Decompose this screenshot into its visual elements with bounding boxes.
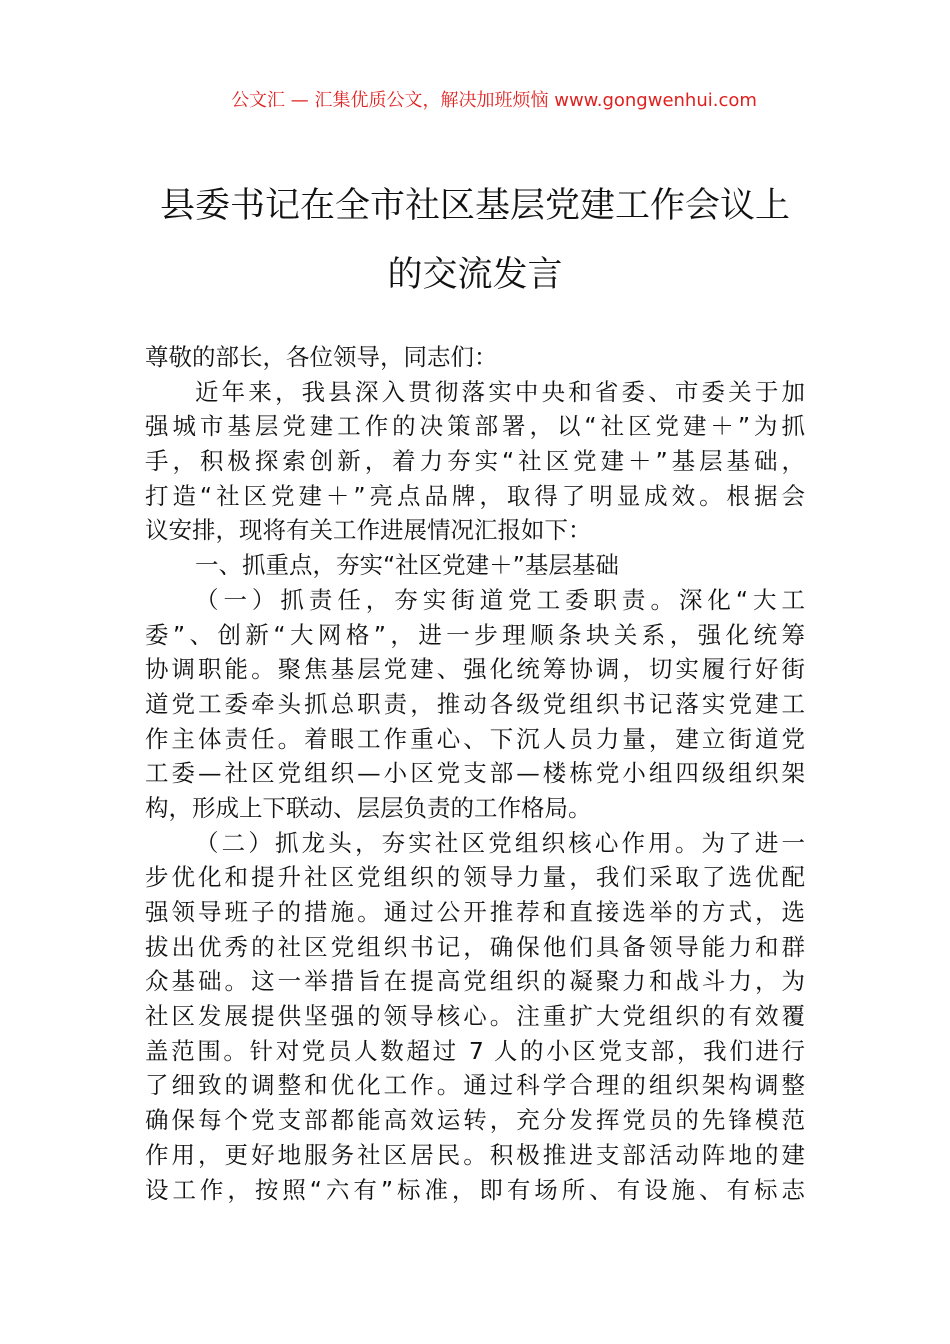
text-line: 一、抓重点，夯实“社区党建＋”基层基础 — [195, 551, 619, 580]
text-line: 委”、创新“大网格”，进一步理顺条块关系，强化统筹 — [145, 620, 805, 649]
text-line: 工委—社区党组织—小区党支部—楼栋党小组四级组织架 — [145, 759, 805, 788]
text-line: 盖范围。针对党员人数超过 7 人的小区党支部，我们进行 — [145, 1036, 805, 1065]
text-line: （一）抓责任，夯实街道党工委职责。深化“大工 — [195, 585, 805, 614]
text-line: 尊敬的部长，各位领导，同志们： — [145, 343, 498, 371]
document-body — [145, 340, 805, 1207]
text-line: 打造“社区党建＋”亮点品牌，取得了明显成效。根据会 — [145, 481, 805, 510]
text-line: 强城市基层党建工作的决策部署，以“社区党建＋”为抓 — [145, 412, 805, 441]
text-line: 步优化和提升社区党组织的领导力量，我们采取了选优配 — [145, 863, 805, 892]
text-line: 拔出优秀的社区党组织书记，确保他们具备领导能力和群 — [145, 932, 805, 961]
text-line: 近年来，我县深入贯彻落实中央和省委、市委关于加 — [195, 377, 805, 406]
text-line: 确保每个党支部都能高效运转，充分发挥党员的先锋模范 — [145, 1106, 805, 1135]
text-line: 众基础。这一举措旨在提高党组织的凝聚力和战斗力，为 — [145, 967, 805, 996]
text-line: 强领导班子的措施。通过公开推荐和直接选举的方式，选 — [145, 898, 805, 926]
document-title-line-2: 的交流发言 — [387, 255, 563, 295]
text-line: 作用，更好地服务社区居民。积极推进支部活动阵地的建 — [145, 1140, 805, 1169]
text-line: 议安排，现将有关工作进展情况汇报如下： — [145, 516, 592, 545]
text-line: 设工作，按照“六有”标准，即有场所、有设施、有标志 — [145, 1175, 805, 1204]
text-line: 社区发展提供坚强的领导核心。注重扩大党组织的有效覆 — [145, 1002, 805, 1031]
text-line: 道党工委牵头抓总职责，推动各级党组织书记落实党建工 — [145, 689, 805, 718]
site-header-banner: 公文汇 — 汇集优质公文，解决加班烦恼 www.gongwenhui.com — [231, 90, 757, 111]
text-line: 手，积极探索创新，着力夯实“社区党建＋”基层基础， — [145, 447, 805, 476]
text-line: 构，形成上下联动、层层负责的工作格局。 — [145, 793, 592, 822]
text-line: 了细致的调整和优化工作。通过科学合理的组织架构调整 — [145, 1071, 805, 1100]
text-line: 作主体责任。着眼工作重心、下沉人员力量，建立街道党 — [145, 724, 805, 753]
text-line: 协调职能。聚焦基层党建、强化统筹协调，切实履行好街 — [145, 655, 805, 684]
document-title-line-1: 县委书记在全市社区基层党建工作会议上 — [159, 186, 790, 226]
text-line: （二）抓龙头，夯实社区党组织核心作用。为了进一 — [195, 828, 805, 857]
